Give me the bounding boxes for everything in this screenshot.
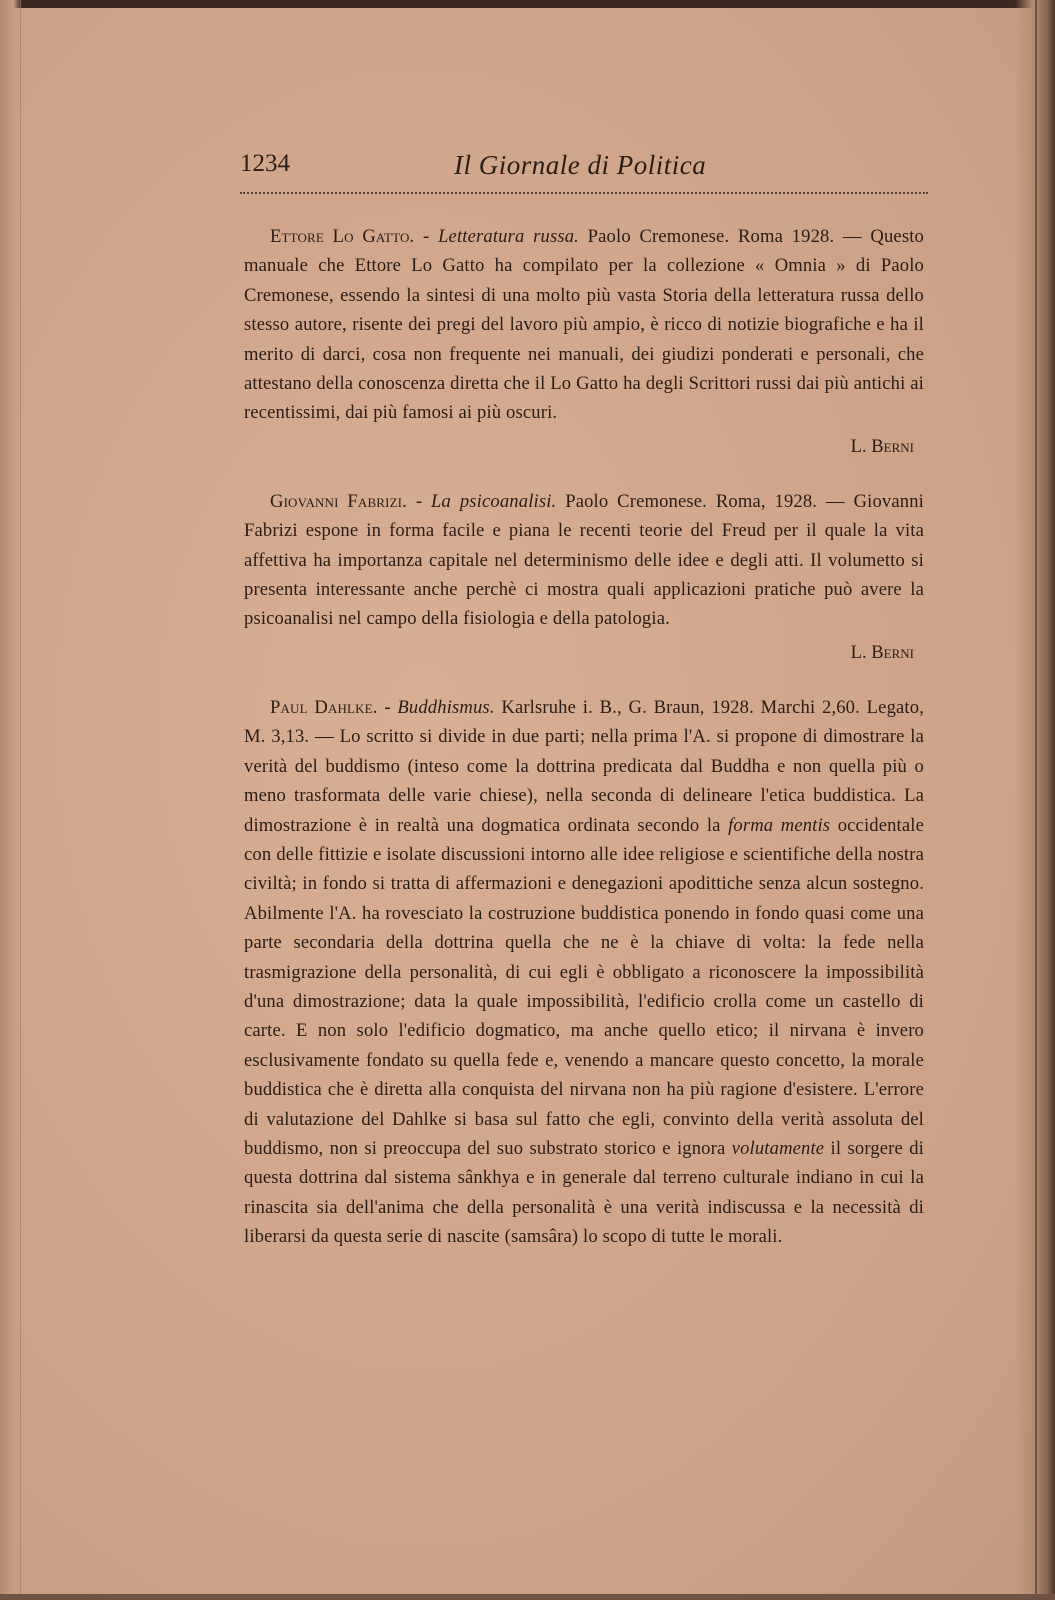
top-border [0, 0, 1055, 8]
review-paragraph [244, 487, 924, 634]
review-separator: - [377, 696, 398, 718]
review-signature: L. Berni [850, 435, 914, 457]
review-italic-word: volutamente [731, 1137, 825, 1159]
review-dahlke [244, 693, 924, 1252]
review-author: Ettore Lo Gatto. [270, 226, 415, 247]
journal-title: Il Giornale di Politica [454, 150, 707, 180]
header-dotted-rule [240, 192, 928, 194]
review-italic-phrase: forma mentis [728, 814, 831, 836]
review-body: Questo manuale che Ettore Lo Gatto ha compilato per la collezione « Omnia » di Paolo Cremonese, essendo la sintesi di una molto più vasta Storia della letteratura russa dello stesso autore, risente dei pregi del lavoro più ampio, è ricco di notizie biografiche e ha il merito di darci, cosa non frequente nei manuali, dei giudizi ponderati e personali, che attestano della conoscenza diretta che il Lo Gatto ha degli Scrittori russi dai più antichi ai recentissimi, dai più famosi ai più oscuri. [244, 226, 924, 424]
left-edge-line [20, 0, 21, 1600]
review-book-title: La psicoanalisi. [431, 490, 557, 512]
review-book-title: Buddhismus. [397, 696, 495, 718]
review-separator: - [406, 490, 432, 512]
review-publication: Paolo Cremonese. Roma, 1928. — [556, 490, 854, 512]
reviews-column [244, 222, 924, 1252]
review-author: Paul Dahlke. [270, 696, 378, 718]
review-book-title: Letteratura russa. [438, 226, 579, 247]
left-page-edge [0, 0, 22, 1600]
review-publication: Paolo Cremonese. Roma 1928. — [578, 226, 871, 247]
review-separator: - [414, 226, 439, 247]
review-paragraph [244, 222, 924, 428]
review-body: Lo scritto si divide in due parti; nella prima l'A. si propone di dimostrare la verità del buddismo (inteso come la dottrina predicata dal Buddha e non quella più o meno trasformata delle varie chiese), nella seconda di delineare l'etica buddistica. La dimostrazione è in realtà una dogmatica ordinata secondo la [244, 726, 925, 836]
bottom-border [0, 1594, 1055, 1600]
review-fabrizi [244, 487, 924, 667]
review-body: Giovanni Fabrizi espone in forma facile e piana le recenti teorie del Freud per il quale la vita affettiva ha importanza capitale nel determinismo delle idee e degli atti. Il volumetto si presenta interessante anche perchè ci mostra quali applicazioni pratiche può avere la psicoanalisi nel campo della fisiologia e della patologia. [244, 490, 924, 630]
review-publication: Karlsruhe i. B., G. Braun, 1928. Marchi 2,60. Legato, M. 3,13. — [244, 696, 924, 748]
running-header [240, 150, 920, 190]
review-body-cont: occidentale con delle fittizie e isolate discussioni intorno alle idee religiose e scientifiche della nostra civiltà; in fondo si tratta di affermazioni e denegazioni apodittiche senza alcun sostegno. Abilmente l'A. ha rovesciato la costruzione buddistica ponendo in fondo quasi come una parte secondaria della dottrina quella che ne è la chiave di volta: la fede nella trasmigrazione della personalità, di cui egli è obbligato a riconoscere la impossibilità d'una dimostrazione; data la quale impossibilità, l'edificio crolla come un castello di carte. E non solo l'edificio dogmatico, ma anche quello etico; il nirvana è invero esclusivamente fondato su quella fede e, venendo a mancare questo concetto, la morale buddistica che è diretta alla conquista del nirvana non ha più ragione d'esistere. L'errore di valutazione del Dahlke si basa sul fatto che egli, convinto della verità assoluta del buddismo, non si preoccupa del suo substrato storico e ignora [244, 814, 924, 1159]
page-number: 1234 [240, 150, 290, 177]
review-paragraph [244, 693, 924, 1252]
review-signature: L. Berni [850, 641, 914, 663]
review-body-end: il sorgere di questa dottrina dal sistema sânkhya e in generale dal terreno culturale indiano in cui la rinascita sia dell'anima che della personalità è una verità indiscussa e la necessità di liberarsi da questa serie di nascite (samsâra) lo scopo di tutte le morali. [244, 1137, 924, 1248]
review-author: Giovanni Fabrizi. [270, 490, 407, 512]
right-edge-line [1035, 0, 1037, 1600]
review-lo-gatto [244, 222, 924, 461]
